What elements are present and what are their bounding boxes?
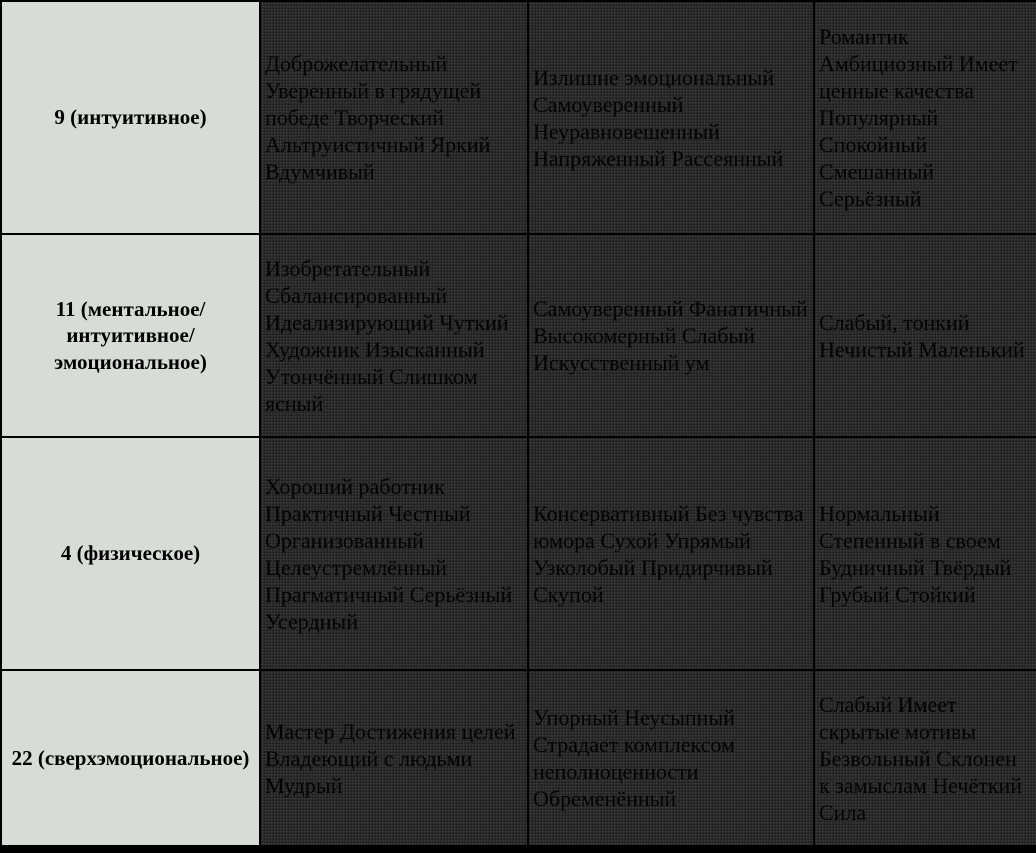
other-text: Нормальный Степенный в своем Будничный Твёрдый Грубый Стойкий	[819, 500, 1012, 607]
table-row	[1, 1, 1036, 234]
traits-cell	[260, 1, 528, 234]
traits-cell	[260, 234, 528, 437]
negatives-text: Излишне эмоциональный Самоуверенный Неуравновешенный Напряженный Рассеянный	[533, 64, 784, 171]
traits-cell	[260, 670, 528, 846]
negatives-cell	[528, 234, 814, 437]
negatives-cell	[528, 670, 814, 846]
other-text: Слабый, тонкий Нечистый Маленький	[819, 309, 1025, 362]
other-cell	[814, 1, 1036, 234]
type-label-cell: 9 (интуитивное)	[1, 1, 260, 234]
traits-cell	[260, 437, 528, 670]
other-cell	[814, 670, 1036, 846]
other-text: Романтик Амбициозный Имеет ценные качества Популярный Спокойный Смешанный Серьёзный	[819, 24, 1018, 211]
negatives-text: Консервативный Без чувства юмора Сухой Упрямый Узколобый Придирчивый Скупой	[533, 500, 804, 607]
type-label-cell: 11 (ментальное/ интуитивное/ эмоциональное)	[1, 234, 260, 437]
negatives-cell	[528, 437, 814, 670]
negatives-text: Упорный Неусыпный Страдает комплексом неполноценности Обременённый	[533, 705, 735, 811]
negatives-cell	[528, 1, 814, 234]
type-label-cell: 4 (физическое)	[1, 437, 260, 670]
table-row	[1, 670, 1036, 846]
type-label-cell: 22 (сверхэмоциональное)	[1, 670, 260, 846]
other-text: Слабый Имеет скрытые мотивы Безвольный Склонен к замыслам Нечёткий Сила	[819, 691, 1023, 825]
traits-text: Изобретательный Сбалансированный Идеализирующий Чуткий Художник Изысканный Утончённый Слишком ясный	[265, 255, 509, 416]
table-row	[1, 437, 1036, 670]
table-row	[1, 234, 1036, 437]
traits-text: Доброжелательный Уверенный в грядущей победе Творческий Альтруистичный Яркий Вдумчивый	[265, 51, 491, 184]
traits-text: Мастер Достижения целей Владеющий с людьми Мудрый	[265, 718, 516, 798]
other-cell	[814, 437, 1036, 670]
traits-text: Хороший работник Практичный Честный Организованный Целеустремлённый Прагматичный Серьёзный Усердный	[265, 473, 513, 634]
negatives-text: Самоуверенный Фанатичный Высокомерный Слабый Искусственный ум	[533, 296, 808, 375]
other-cell	[814, 234, 1036, 437]
